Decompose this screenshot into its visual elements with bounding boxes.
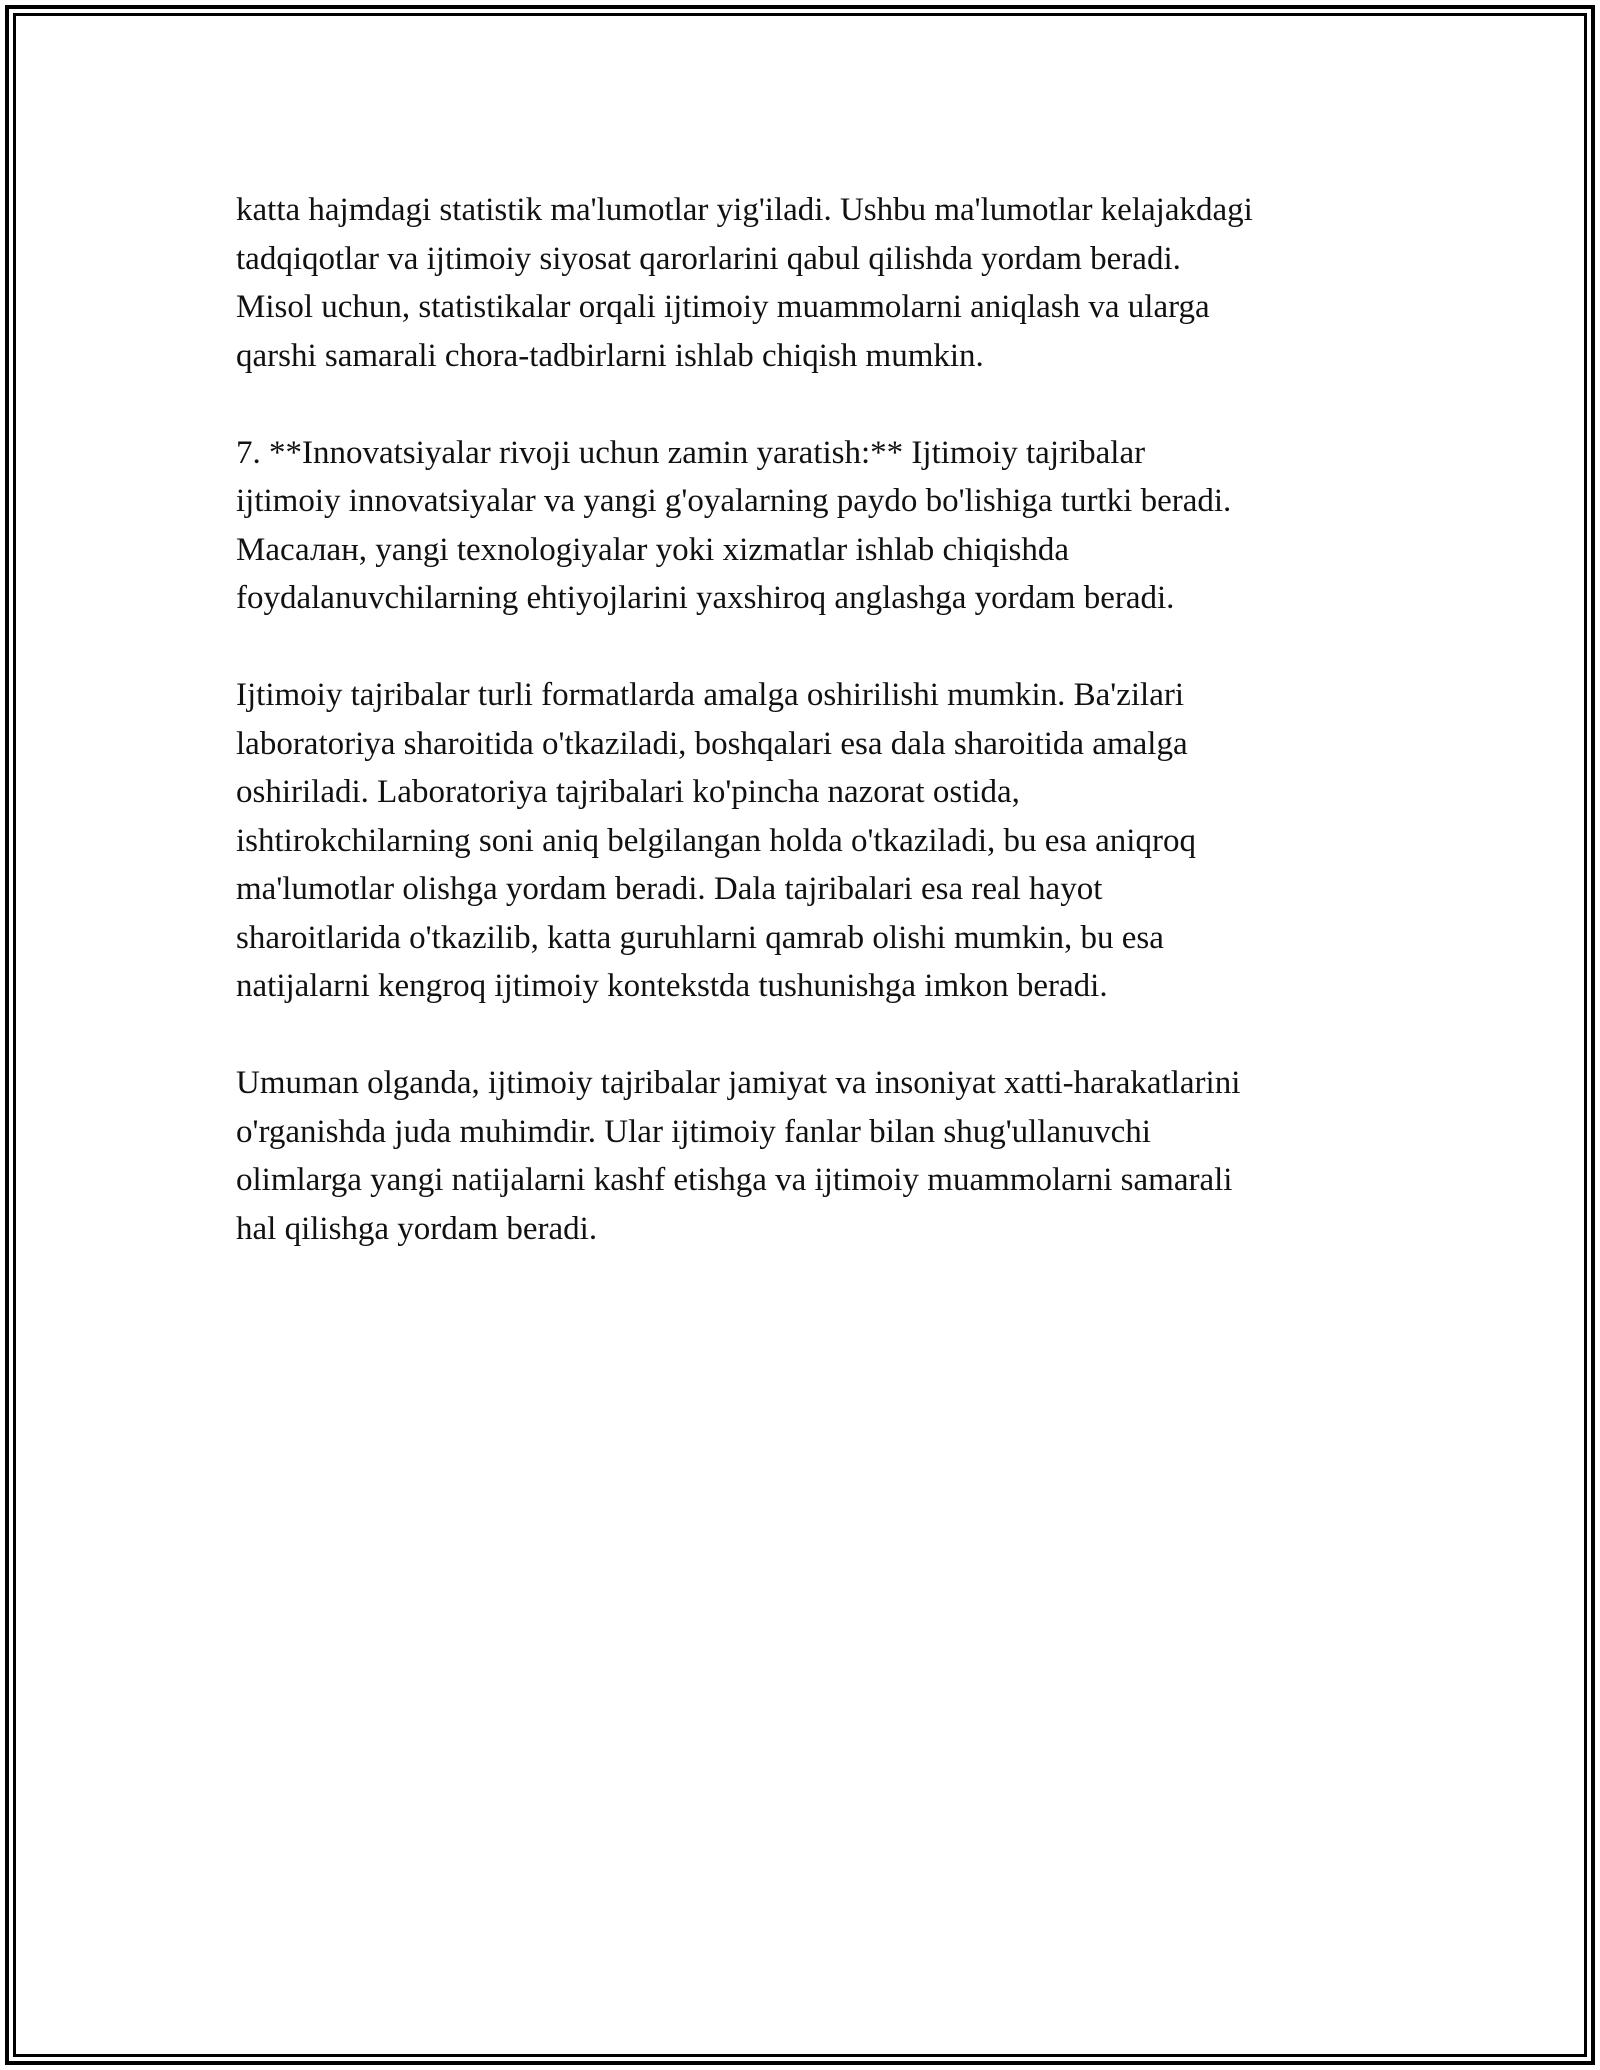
- paragraph-conclusion: [236, 1059, 1386, 1253]
- text-line: Ijtimoiy tajribalar turli formatlarda amalga oshirilishi mumkin. Ba'zilari: [236, 677, 1185, 713]
- text-line: ishtirokchilarning soni aniq belgilangan holda o'tkaziladi, bu esa aniqroq: [236, 822, 1196, 859]
- document-body: [236, 186, 1386, 1302]
- text-line: laboratoriya sharoitida o'tkaziladi, boshqalari esa dala sharoitida amalga: [236, 725, 1188, 762]
- text-line: natijalarni kengroq ijtimoiy kontekstda tushunishga imkon beradi.: [236, 968, 1108, 1004]
- text-line: Misol uchun, statistikalar orqali ijtimoiy muammolarni aniqlash va ularga: [236, 289, 1210, 325]
- text-line: Масалан, yangi texnologiyalar yoki xizmatlar ishlab chiqishda: [236, 531, 1069, 568]
- text-line: tadqiqotlar va ijtimoiy siyosat qarorlarini qabul qilishda yordam beradi.: [236, 240, 1181, 277]
- text-line: Umuman olganda, ijtimoiy tajribalar jamiyat va insoniyat xatti-harakatlarini: [236, 1065, 1241, 1101]
- paragraph-item-7-innovations: [236, 429, 1386, 623]
- text-line: 7. **Innovatsiyalar rivoji uchun zamin yaratish:** Ijtimoiy tajribalar: [236, 434, 1146, 471]
- paragraph-experiment-formats: [236, 671, 1386, 1011]
- text-line: o'rganishda juda muhimdir. Ular ijtimoiy fanlar bilan shug'ullanuvchi: [236, 1113, 1151, 1150]
- text-line: katta hajmdagi statistik ma'lumotlar yig'iladi. Ushbu ma'lumotlar kelajakdagi: [236, 192, 1253, 228]
- text-line: ma'lumotlar olishga yordam beradi. Dala tajribalari esa real hayot: [236, 871, 1103, 907]
- text-line: ijtimoiy innovatsiyalar va yangi g'oyalarning paydo bo'lishiga turtki beradi.: [236, 483, 1232, 519]
- text-line: oshiriladi. Laboratoriya tajribalari ko'pincha nazorat ostida,: [236, 774, 1020, 810]
- text-line: foydalanuvchilarning ehtiyojlarini yaxshiroq anglashga yordam beradi.: [236, 580, 1175, 616]
- paragraph-statistics-continuation: [236, 186, 1386, 380]
- text-line: qarshi samarali chora-tadbirlarni ishlab chiqish mumkin.: [236, 337, 984, 374]
- text-line: sharoitlarida o'tkazilib, katta guruhlarni qamrab olishi mumkin, bu esa: [236, 919, 1164, 956]
- text-line: hal qilishga yordam beradi.: [236, 1210, 598, 1247]
- text-line: olimlarga yangi natijalarni kashf etishga va ijtimoiy muammolarni samarali: [236, 1162, 1233, 1198]
